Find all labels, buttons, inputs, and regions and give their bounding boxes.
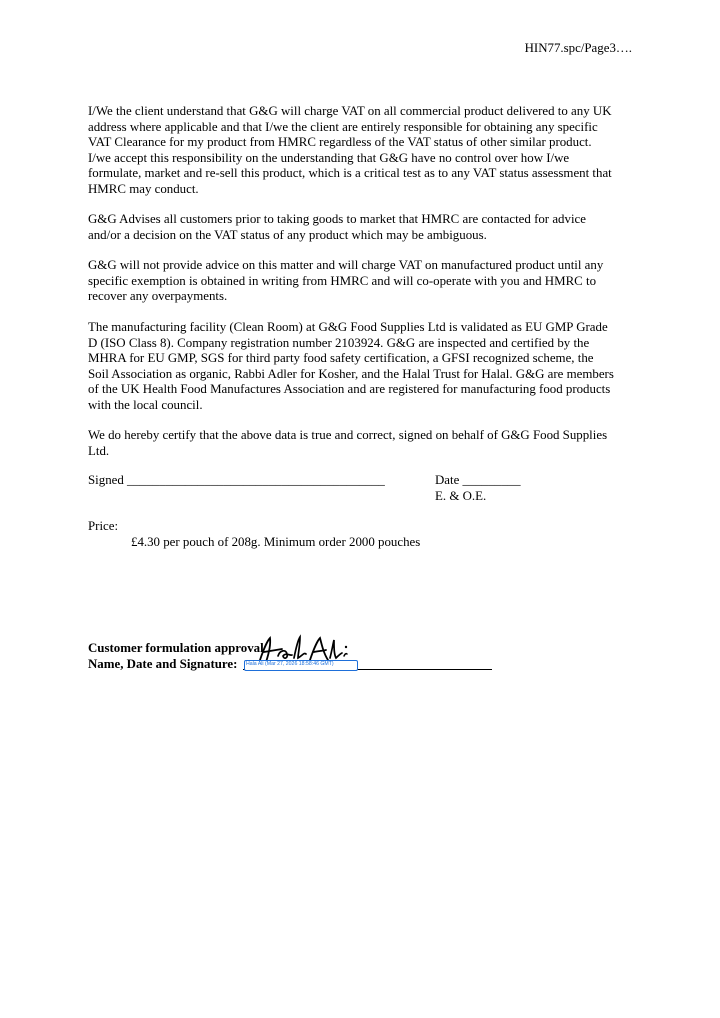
e-signature-stamp[interactable]: Hala Ali (Mar 27, 2026 18:58:46 GMT) xyxy=(246,661,334,667)
eoe-note: E. & O.E. xyxy=(435,489,487,503)
price-text: £4.30 per pouch of 208g. Minimum order 2000 pouches xyxy=(131,535,421,549)
price-label: Price: xyxy=(88,519,119,533)
paragraph-certify: We do hereby certify that the above data is true and correct, signed on behalf of G&G Food Supplies Ltd. xyxy=(88,428,608,458)
signature-label: Name, Date and Signature: xyxy=(88,657,238,671)
page-reference: HIN77.spc/Page3…. xyxy=(524,41,632,55)
date-line: Date _________ xyxy=(435,473,521,487)
paragraph-vat-responsibility: I/We the client understand that G&G will charge VAT on all commercial product delivered to any UK address where applicable and that I/we the client are entirely responsible for obtaining any specific VAT Clearance for my product from HMRC regardless of the VAT status of other similar product. I/we accept this responsibility on the understanding that G&G have no control over how I/we formulate, market and re-sell this product, which is a critical test as to any VAT status assessment that HMRC may conduct. xyxy=(88,104,612,196)
paragraph-hmrc-advice: G&G Advises all customers prior to taking goods to market that HMRC are contacted for advice and/or a decision on the VAT status of any product which may be ambiguous. xyxy=(88,212,586,242)
customer-approval-label: Customer formulation approval xyxy=(88,641,264,655)
paragraph-facility: The manufacturing facility (Clean Room) at G&G Food Supplies Ltd is validated as EU GMP Grade D (ISO Class 8). Company registration number 2103924. G&G are inspected and certified by the MHRA for EU GMP, SGS for third party food safety certification, a GFSI recognized scheme, the Soil Association as organic, Rabbi Adler for Kosher, and the Halal Trust for Halal. G&G are members of the UK Health Food Manufactures Association and are registered for manufacturing food products with the local council. xyxy=(88,320,614,412)
signed-line: Signed ________________________________________ xyxy=(88,473,385,487)
paragraph-no-advice: G&G will not provide advice on this matter and will charge VAT on manufactured product until any specific exemption is obtained in writing from HMRC and will co-operate with you and HMRC to recover any overpayments. xyxy=(88,258,604,303)
